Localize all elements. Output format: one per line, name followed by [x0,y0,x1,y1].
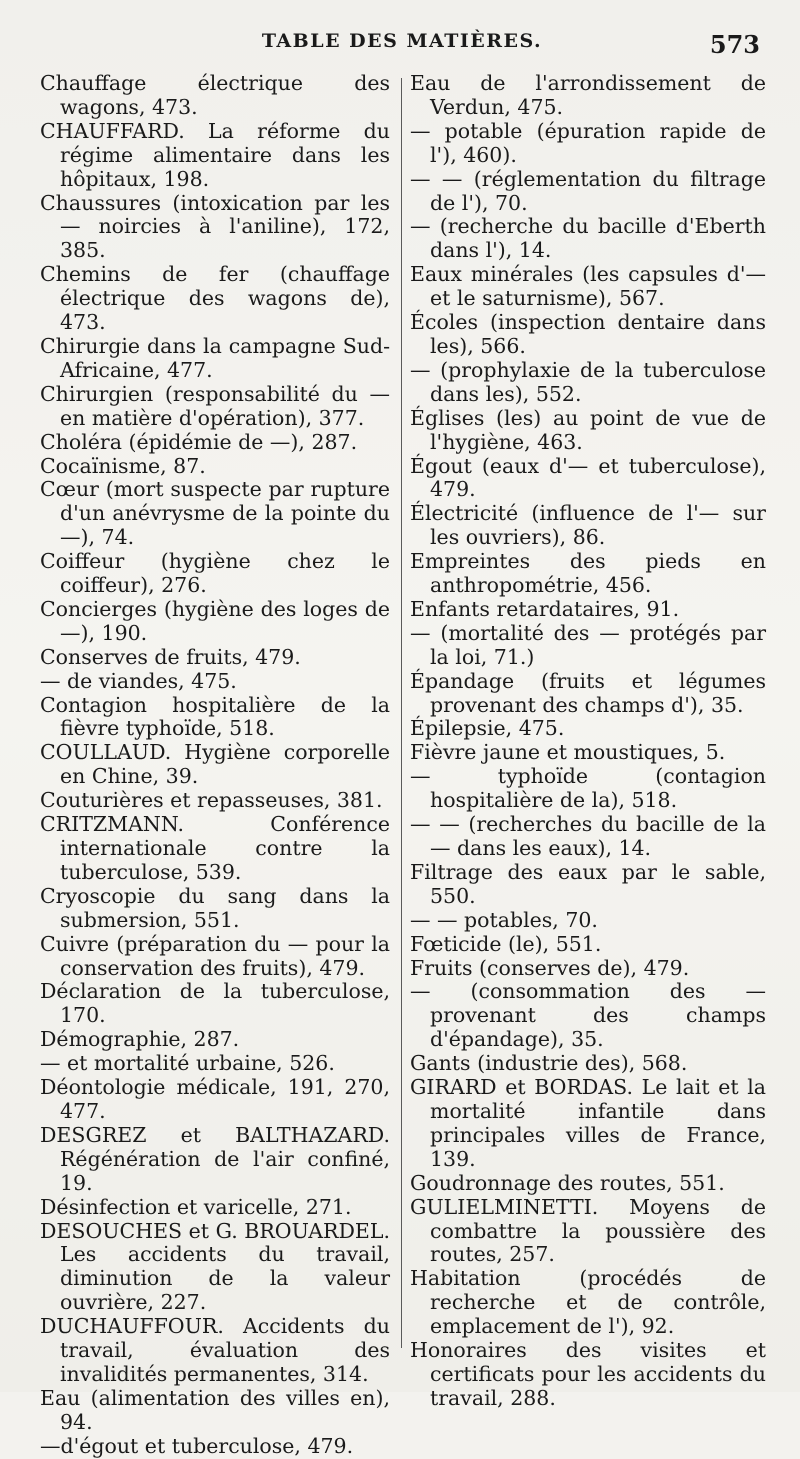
index-entry: Choléra (épidémie de —), 287. [40,429,358,454]
index-entry: Cocaïnisme, 87. [40,453,206,478]
index-entry: — et mortalité urbaine, 526. [40,1051,335,1076]
page-title: TABLE DES MATIÈRES. [261,30,543,52]
index-entry: — — (réglementation du filtrage de l'), 70. [410,166,766,215]
index-entry: — de viandes, 475. [40,668,237,693]
page-header [40,30,764,64]
index-entry: Concierges (hygiène des loges de —), 190. [40,596,390,645]
index-entry: GULIELMINETTI. Moyens de combattre la poussière des routes, 257. [410,1194,766,1267]
index-entry: Eau (alimentation des villes en), 94. [40,1385,390,1434]
index-entry: —d'égout et tuberculose, 479. [40,1433,354,1458]
index-entry: Électricité (influence de l'— sur les ouvriers), 86. [410,501,766,550]
index-entry: COULLAUD. Hygiène corporelle en Chine, 39. [40,740,390,789]
index-entry: — (recherche du bacille d'Eberth dans l'), 14. [410,214,766,263]
index-entry: Désinfection et varicelle, 271. [40,1194,352,1219]
index-entry: — potable (épuration rapide de l'), 460). [410,118,766,167]
index-entry: — typhoïde (contagion hospitalière de la), 518. [410,764,766,813]
index-entry: Eaux minérales (les capsules d'— et le saturnisme), 567. [410,262,766,311]
index-entry: Fièvre jaune et moustiques, 5. [410,740,726,765]
index-entry: DUCHAUFFOUR. Accidents du travail, évaluation des invalidités permanentes, 314. [40,1314,390,1386]
index-entry: — (consommation des — provenant des champs d'épandage), 35. [410,979,766,1052]
index-entry: Chauffage électrique des wagons, 473. [40,71,390,119]
index-entry: Cuivre (préparation du — pour la conservation des fruits), 479. [40,931,390,980]
index-entry: Honoraires des visites et certificats pour les accidents du travail, 288. [410,1338,766,1410]
index-entry: CHAUFFARD. La réforme du régime alimentaire dans les hôpitaux, 198. [40,118,390,191]
index-entry: Enfants retardataires, 91. [410,596,680,621]
index-entry: CRITZMANN. Conférence internationale contre la tuberculose, 539. [40,812,390,884]
index-entry: DESOUCHES et G. BROUARDEL. Les accidents du travail, diminution de la valeur ouvrière, 227. [40,1218,390,1315]
index-entry: Chirurgien (responsabilité du — en matière d'opération), 377. [40,381,390,430]
index-entry: Goudronnage des routes, 551. [410,1170,725,1195]
index-entry: Écoles (inspection dentaire dans les), 566. [410,310,766,358]
left-column [40,72,390,1459]
index-entry: — (mortalité des — protégés par la loi, 71.) [410,620,766,669]
index-entry: Gants (industrie des), 568. [410,1051,688,1076]
index-entry: Conserves de fruits, 479. [40,644,301,669]
right-column [410,72,766,1411]
page-number: 573 [709,30,760,59]
index-entry: Déclaration de la tuberculose, 170. [40,979,390,1028]
index-entry: Épandage (fruits et légumes provenant des champs d'), 35. [410,668,766,717]
index-entry: Épilepsie, 475. [410,716,565,741]
index-entry: Égout (eaux d'— et tuberculose), 479. [410,453,766,502]
index-entry: Chemins de fer (chauffage électrique des wagons de), 473. [40,262,390,335]
index-entry: Fœticide (le), 551. [410,931,602,956]
index-entry: Contagion hospitalière de la fièvre typhoïde, 518. [40,692,390,741]
index-entry: Cryoscopie du sang dans la submersion, 551. [40,883,390,932]
index-entry: — — (recherches du bacille de la — dans les eaux), 14. [410,812,766,860]
index-entry: Chirurgie dans la campagne Sud-Africaine, 477. [40,333,390,382]
index-entry: Coiffeur (hygiène chez le coiffeur), 276. [40,549,390,598]
index-entry: Empreintes des pieds en anthropométrie, 456. [410,549,766,598]
column-divider [401,78,402,1348]
index-entry: Cœur (mort suspecte par rupture d'un anévrysme de la pointe du —), 74. [40,477,390,550]
index-entry: Églises (les) au point de vue de l'hygiène, 463. [410,405,766,454]
index-entry: Déontologie médicale, 191, 270, 477. [40,1075,390,1123]
index-entry: — — potables, 70. [410,907,598,932]
index-entry: Chaussures (intoxication par les — noircies à l'aniline), 172, 385. [40,190,390,263]
index-entry: — (prophylaxie de la tuberculose dans les), 552. [410,357,766,406]
index-entry: Filtrage des eaux par le sable, 550. [410,859,766,908]
index-entry: Habitation (procédés de recherche et de contrôle, emplacement de l'), 92. [410,1266,766,1339]
index-entry: Fruits (conserves de), 479. [410,955,690,980]
index-entry: DESGREZ et BALTHAZARD. Régénération de l'air confiné, 19. [40,1122,390,1195]
index-entry: GIRARD et BORDAS. Le lait et la mortalité infantile dans principales villes de France, 139. [410,1075,766,1171]
index-entry: Couturières et repasseuses, 381. [40,788,383,813]
index-entry: Démographie, 287. [40,1027,240,1052]
index-entry: Eau de l'arrondissement de Verdun, 475. [410,71,766,119]
